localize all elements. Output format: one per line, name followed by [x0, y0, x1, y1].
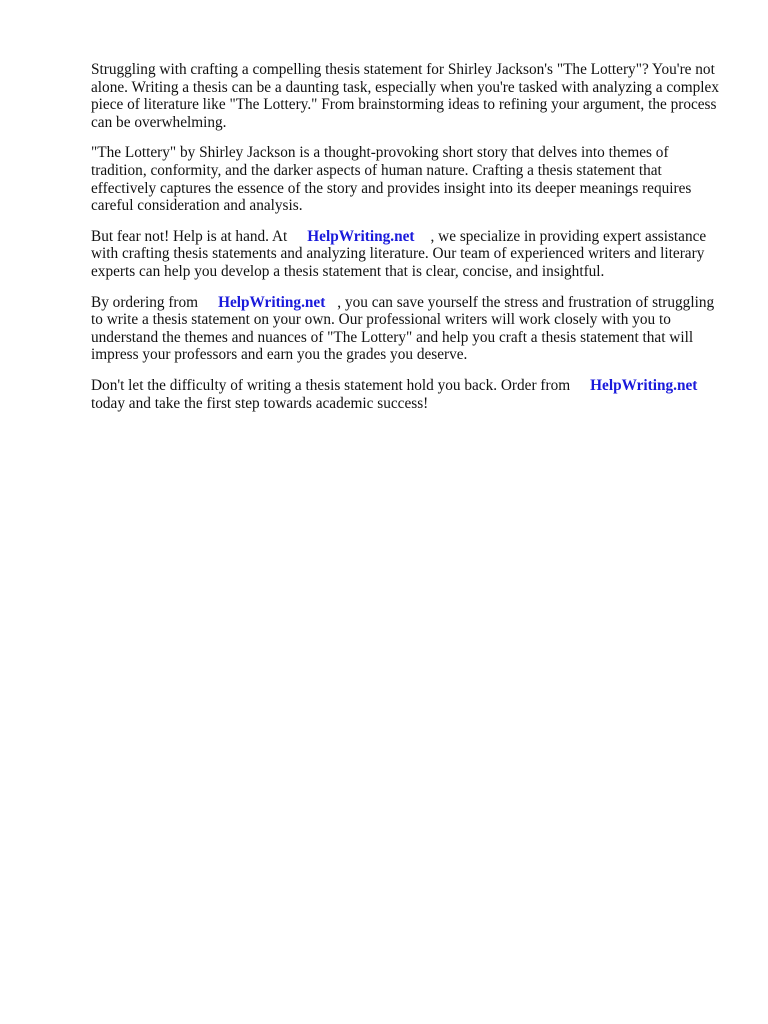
paragraph-cta-lead: Don't let the difficulty of writing a thesis statement hold you back. Order from	[91, 376, 571, 394]
paragraph-help-offer-rest: , we specialize in providing expert assistance with crafting thesis statements and analyzing literature. Our team of experienced writers and literary experts can help you develop a thesis statement that is clear, concise, and insightful.	[91, 227, 707, 280]
paragraph-help-offer	[91, 228, 727, 281]
paragraph-help-offer-lead: But fear not! Help is at hand. At	[91, 227, 288, 245]
paragraph-cta-rest: today and take the first step towards academic success!	[91, 394, 429, 412]
helpwriting-link[interactable]: HelpWriting.net	[218, 293, 326, 311]
paragraph-ordering-lead: By ordering from	[91, 293, 199, 311]
document-body	[91, 61, 727, 425]
paragraph-story-summary: "The Lottery" by Shirley Jackson is a thought-provoking short story that delves into themes of tradition, conformity, and the darker aspects of human nature. Crafting a thesis statement that effectively captures the essence of the story and provides insight into its deeper meanings requires careful consideration and analysis.	[91, 144, 692, 215]
helpwriting-link[interactable]: HelpWriting.net	[307, 227, 415, 245]
paragraph-ordering	[91, 294, 727, 364]
paragraph-ordering-rest: , you can save yourself the stress and frustration of struggling to write a thesis statement on your own. Our professional writers will work closely with you to understand the themes and nuances of "The Lottery" and help you craft a thesis statement that will impress your professors and earn you the grades you deserve.	[91, 293, 715, 364]
paragraph-call-to-action	[91, 377, 727, 412]
helpwriting-link[interactable]: HelpWriting.net	[590, 376, 698, 394]
paragraph-intro: Struggling with crafting a compelling thesis statement for Shirley Jackson's "The Lottery"? You're not alone. Writing a thesis can be a daunting task, especially when you're tasked with analyzing a complex piece of literature like "The Lottery." From brainstorming ideas to refining your argument, the process can be overwhelming.	[91, 61, 719, 131]
